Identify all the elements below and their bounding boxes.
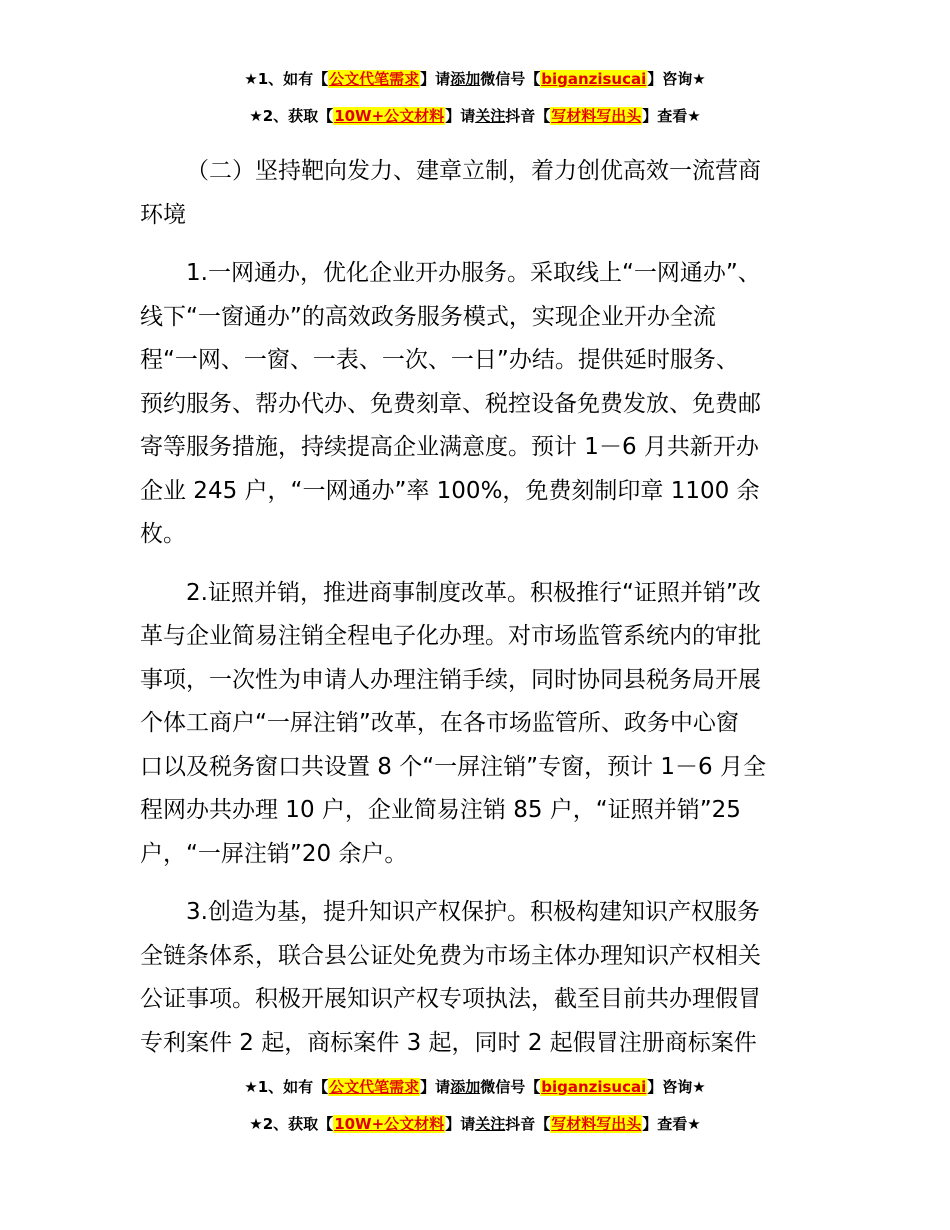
banner-text: 2、获取【 (262, 107, 334, 125)
text-line: 程“一网、一窗、一表、一次、一日”办结。提供延时服务、 (140, 347, 739, 373)
text-line: 企业 245 户，“一网通办”率 100%，免费刻制印章 1100 余 (140, 477, 760, 504)
wechat-id-highlight: biganzisucai (541, 70, 647, 88)
section-heading (140, 150, 812, 237)
paragraph-2 (140, 572, 812, 877)
paragraph-1 (140, 252, 812, 557)
banner-text: 1、如有【 (257, 1078, 329, 1096)
banner-text: 】咨询★ (647, 70, 706, 88)
text-line: 革与企业简易注销全程电子化办理。对市场监管系统内的审批 (140, 623, 761, 649)
banner-text: 】查看★ (642, 1115, 701, 1133)
add-emphasis: 添加 (450, 1078, 481, 1096)
text-line: 1.一网通办，优化企业开办服务。采取线上“一网通办”、 (186, 260, 761, 286)
document-body (140, 150, 812, 1080)
text-line: 3.创造为基，提升知识产权保护。积极构建知识产权服务 (186, 899, 760, 925)
ghostwriting-highlight: 公文代笔需求 (329, 70, 420, 88)
banner-text: 】咨询★ (647, 1078, 706, 1096)
douyin-id-highlight: 写材料写出头 (551, 107, 642, 125)
text-line: 线下“一窗通办”的高效政务服务模式，实现企业开办全流 (140, 303, 716, 330)
banner-text: 抖音【 (505, 1115, 551, 1133)
douyin-id-highlight: 写材料写出头 (551, 1115, 642, 1133)
banner-text: 】查看★ (642, 107, 701, 125)
add-emphasis: 添加 (450, 70, 481, 88)
banner-text: 】请 (420, 1078, 451, 1096)
header-banner-line-1 (0, 68, 950, 90)
text-line: 枚。 (140, 521, 186, 547)
star-icon: ★ (249, 107, 263, 125)
text-line: 户，“一屏注销”20 余户。 (140, 840, 408, 867)
text-line: 程网办共办理 10 户，企业简易注销 85 户，“证照并销”25 (140, 797, 741, 823)
materials-highlight: 10W+公文材料 (334, 1115, 445, 1133)
materials-highlight: 10W+公文材料 (334, 107, 445, 125)
text-line: 全链条体系，联合县公证处免费为市场主体办理知识产权相关 (140, 942, 761, 969)
wechat-id-highlight: biganzisucai (541, 1078, 647, 1096)
text-line: 专利案件 2 起，商标案件 3 起，同时 2 起假冒注册商标案件 (140, 1029, 757, 1056)
banner-text: 】请 (445, 107, 476, 125)
text-line: 预约服务、帮办代办、免费刻章、税控设备免费发放、免费邮 (140, 390, 761, 417)
banner-text: 】请 (420, 70, 451, 88)
paragraph-3 (140, 891, 812, 1065)
text-line: 事项，一次性为申请人办理注销手续，同时协同县税务局开展 (140, 666, 761, 693)
banner-text: 2、获取【 (262, 1115, 334, 1133)
star-icon: ★ (244, 1078, 258, 1096)
banner-text: 微信号【 (480, 70, 541, 88)
star-icon: ★ (244, 70, 258, 88)
banner-text: 】请 (445, 1115, 476, 1133)
follow-emphasis: 关注 (475, 1115, 506, 1133)
text-line: 口以及税务窗口共设置 8 个“一屏注销”专窗，预计 1－6 月全 (140, 753, 766, 780)
header-banner-line-2 (0, 105, 950, 127)
text-line: 寄等服务措施，持续提高企业满意度。预计 1－6 月共新开办 (140, 434, 759, 460)
text-line: 环境 (140, 201, 186, 228)
footer-banner-line-1 (0, 1076, 950, 1098)
banner-text: 1、如有【 (257, 70, 329, 88)
text-line: 个体工商户“一屏注销”改革，在各市场监管所、政务中心窗 (140, 710, 739, 736)
ghostwriting-highlight: 公文代笔需求 (329, 1078, 420, 1096)
star-icon: ★ (249, 1115, 263, 1133)
follow-emphasis: 关注 (475, 107, 506, 125)
text-line: 公证事项。积极开展知识产权专项执法，截至目前共办理假冒 (140, 986, 761, 1012)
text-line: 2.证照并销，推进商事制度改革。积极推行“证照并销”改 (186, 579, 761, 606)
banner-text: 抖音【 (505, 107, 551, 125)
banner-text: 微信号【 (480, 1078, 541, 1096)
text-line: （二）坚持靶向发力、建章立制，着力创优高效一流营商 (186, 158, 761, 184)
footer-banner-line-2 (0, 1113, 950, 1135)
